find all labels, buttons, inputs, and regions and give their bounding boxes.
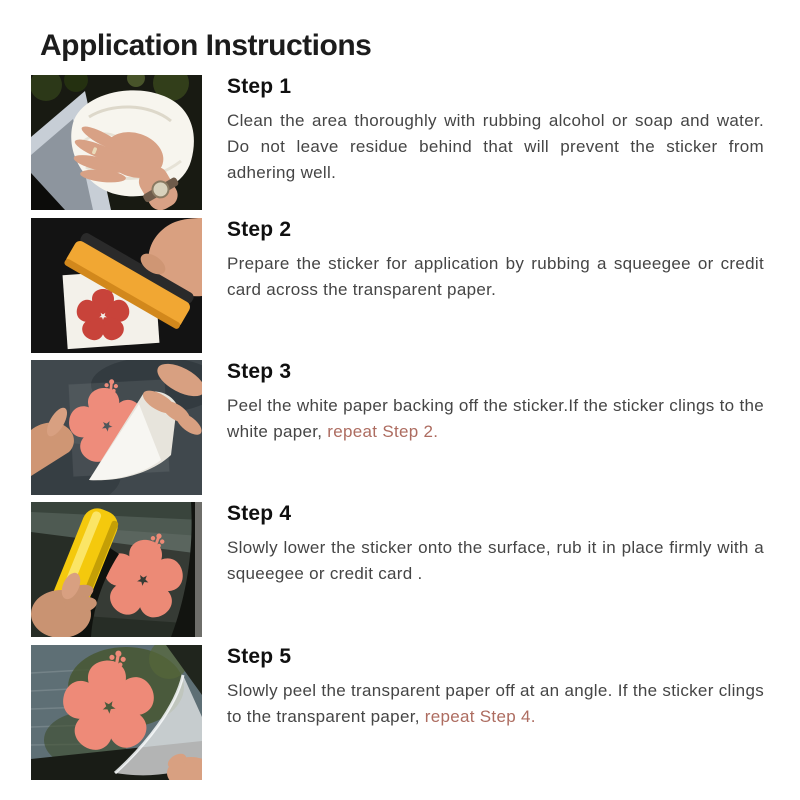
step2-heading: Step 2 xyxy=(227,218,292,241)
peel-backing-illustration xyxy=(31,360,202,495)
step3-heading: Step 3 xyxy=(227,360,292,383)
apply-sticker-illustration xyxy=(31,502,202,637)
step5-photo-peel-transfer xyxy=(31,645,202,780)
step3-highlight: repeat Step 2. xyxy=(327,422,439,441)
step1-body: Clean the area thoroughly with rubbing alcohol or soap and water. Do not leave residue behind that will prevent the sticker from adhering well. xyxy=(227,111,764,182)
step-block-2 xyxy=(0,218,800,353)
step1-photo-clean-surface xyxy=(31,75,202,210)
step4-body: Slowly lower the sticker onto the surface, rub it in place firmly with a squeegee or credit card . xyxy=(227,538,764,583)
step2-photo-squeegee-sticker xyxy=(31,218,202,353)
squeegee-sticker-illustration xyxy=(31,218,202,353)
step5-heading: Step 5 xyxy=(227,645,292,668)
step4-photo-apply-sticker xyxy=(31,502,202,637)
step-block-3 xyxy=(0,360,800,495)
peel-transfer-illustration xyxy=(31,645,202,780)
clean-surface-illustration xyxy=(31,75,202,210)
step-block-4 xyxy=(0,502,800,637)
step3-body: Peel the white paper backing off the sticker.If the sticker clings to the white paper, repeat Step 2. xyxy=(227,396,764,441)
step1-heading: Step 1 xyxy=(227,75,292,98)
page-title: Application Instructions xyxy=(40,29,372,63)
step-block-1 xyxy=(0,75,800,210)
step5-body: Slowly peel the transparent paper off at an angle. If the sticker clings to the transparent paper, repeat Step 4. xyxy=(227,681,764,726)
step5-highlight: repeat Step 4. xyxy=(424,707,536,726)
step4-heading: Step 4 xyxy=(227,502,292,525)
step3-photo-peel-backing xyxy=(31,360,202,495)
step2-body: Prepare the sticker for application by rubbing a squeegee or credit card across the transparent paper. xyxy=(227,254,764,299)
step-block-5 xyxy=(0,645,800,780)
